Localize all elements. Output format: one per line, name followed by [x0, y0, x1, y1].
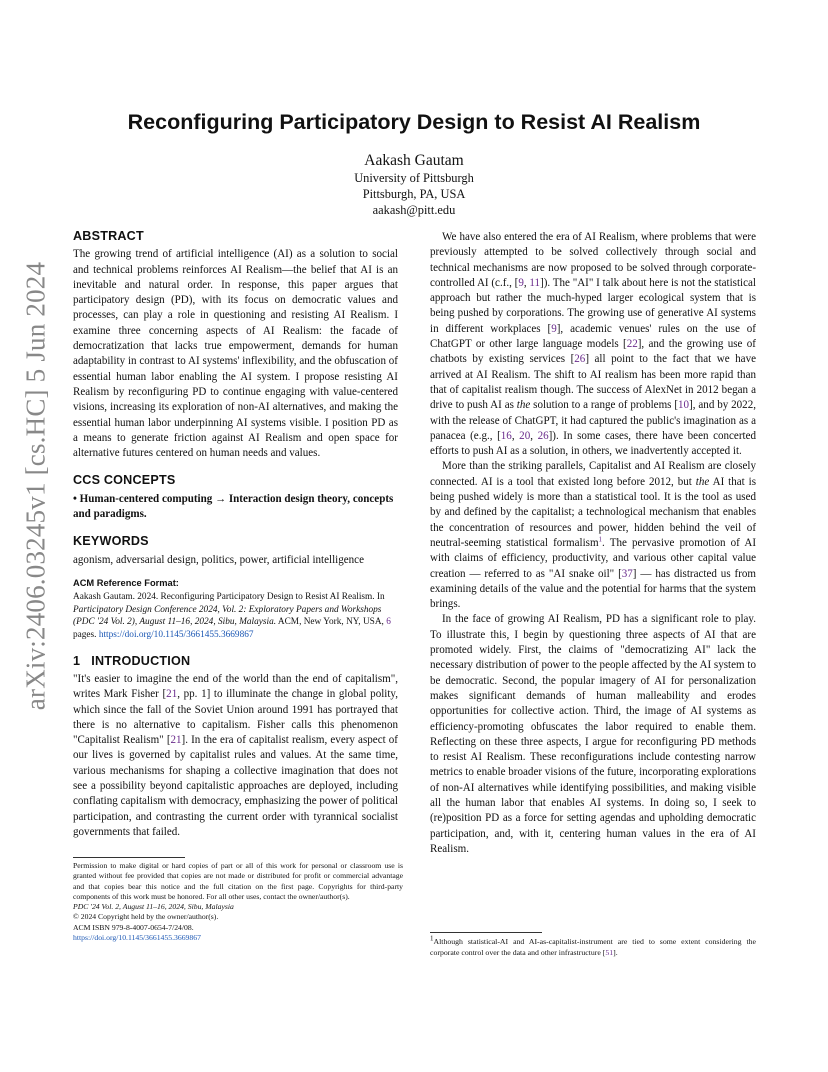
footer-divider — [73, 857, 185, 858]
citation-link[interactable]: 37 — [621, 567, 633, 580]
citation-link[interactable]: 16 — [500, 429, 512, 442]
author-location: Pittsburgh, PA, USA — [362, 187, 466, 201]
citation-link[interactable]: 9 — [518, 276, 524, 289]
citation-link[interactable]: 51 — [605, 947, 614, 957]
citation-link[interactable]: 26 — [574, 353, 586, 366]
introduction-heading: 1 INTRODUCTION — [73, 653, 191, 668]
permission-venue: PDC '24 Vol. 2, August 11–16, 2024, Sibu, Malaysia — [73, 902, 234, 912]
author-block — [60, 170, 768, 218]
author-name: Aakash Gautam — [364, 152, 464, 169]
footnote-divider — [430, 932, 542, 933]
keywords-text: agonism, adversarial design, politics, power, artificial intelligence — [73, 553, 364, 566]
intro-paragraph-4: In the face of growing AI Realism, PD has a significant role to play. To illustrate this, I begin by questioning three aspects of AI that are promoted widely. First, the claims of "democratizing AI" lack the necessary distribution of power to the people affected by the AI system to be democratic. Second, the popular imagery of AI for personalization makes significant demands of human malleability and erodes opportunities for collective action. Third, the image of AI systems as efficiency-promoting obfuscates the labor required to enable them. Reflecting on these three aspects, I argue for reconfiguring PD methods to resist AI Realism. These reconfigurations include contesting narrow metrics to enable broader visions of the future, incorporating explorations of non-AI alternatives while identifying possibilities, and making visible all the human labor that enables AI systems. In doing so, I seek to (re)position PD as a force for setting agendas and upholding democratic participation, and, with it, centering human values in the era of AI Realism. — [430, 613, 756, 855]
permission-copyright: © 2024 Copyright held by the owner/author(s). — [73, 912, 219, 922]
right-column — [430, 230, 756, 857]
footnote-marker[interactable]: 1 — [598, 535, 603, 544]
abstract-heading: ABSTRACT — [73, 229, 144, 243]
paper-title: Reconfiguring Participatory Design to Resist AI Realism — [127, 110, 701, 134]
intro-paragraph-3: More than the striking parallels, Capitalist and AI Realism are closely connected. AI is a tool that existed long before 2012, but the AI that is being pushed widely is more than a statistical tool. It is the tool as used by and defined by the capitalist; a technological mechanism that enables the concentration of resources and power, hidden behind the veil of neutral-seeming statistical formalism$^1$. The pervasive promotion of AI with claims of efficiency, productivity, and various other capital value creation — referred to as "AI snake oil" [37] — has distracted us from examining details of the value and the potential for harms that the system brings. — [430, 460, 757, 611]
citation-link[interactable]: 20 — [519, 429, 531, 442]
citation-link[interactable]: 9 — [551, 322, 557, 335]
arxiv-identifier — [16, 261, 56, 711]
footnote: 1Although statistical-AI and AI-as-capitalist-instrument are tied to some extent considering the corporate control over the data and other infrastructure [51]. — [430, 934, 756, 957]
pages-link[interactable]: 6 — [386, 617, 391, 628]
citation-link[interactable]: 10 — [678, 399, 690, 412]
author-email[interactable]: aakash@pitt.edu — [372, 203, 456, 217]
ccs-heading: CCS CONCEPTS — [73, 473, 176, 488]
citation-link[interactable]: 26 — [537, 429, 549, 442]
permission-block — [73, 861, 403, 943]
footnote-number: 1 — [430, 934, 434, 943]
citation-link[interactable]: 11 — [529, 276, 541, 289]
acm-reference-heading: ACM Reference Format: — [73, 577, 179, 588]
citation-link[interactable]: 21 — [170, 734, 182, 747]
citation-link[interactable]: 22 — [626, 338, 638, 351]
permission-doi-link[interactable]: https://doi.org/10.1145/3661455.3669867 — [73, 933, 201, 943]
permission-isbn: ACM ISBN 979-8-4007-0654-7/24/08. — [73, 922, 194, 932]
ccs-text: • Human-centered computing → Interaction design theory, concepts and paradigms. — [73, 492, 394, 521]
left-column — [73, 229, 398, 840]
acm-reference-text: Aakash Gautam. 2024. Reconfiguring Participatory Design to Resist AI Realism. In Participatory Design Conference 2024, Vol. 2: Exploratory Papers and Workshops (PDC '24 Vol. 2), August 11–16, 2024, Sibu, Malaysia. ACM, New York, NY, USA, 6 pages. https://doi.org/10.1145/3661455.3669867 — [73, 592, 391, 641]
intro-paragraph-1: "It's easier to imagine the end of the world than the end of capitalism", writes Mark Fisher [21, pp. 1] to illuminate the change in global polity, which since the fall of the Soviet Union around 1991 has portrayed that there is no alternative to capitalism. Fisher calls this phenomenon "Capitalist Realism" [21]. In the era of capitalist realism, every aspect of our lives is governed by capitalist rules and values. At the same time, various mechanisms for shaping a collective imagination that does not see a possibility beyond capitalistic approaches are deployed, including conflating capitalism with democracy, emphasizing the power of political participation, and contrasting the current order with tyrannical socialist governments that failed. — [73, 672, 398, 838]
intro-paragraph-2: We have also entered the era of AI Realism, where problems that were previously attempted to be solved collectively through social and technical mechanisms are now proposed to be solved through corporate-controlled AI (c.f., [9, 11]). The "AI" I talk about here is not the statistical approach but rather the much-hyped larger ecological system that is being pushed by corporations. The growing use of generative AI systems in different workplaces [9], academic venues' rules on the use of ChatGPT or other large language models [22], and the growing use of chatbots by existing services [26] all point to the fact that we have arrived at AI Realism. The shift to AI realism has been more rapid than that of capitalist realism though. The success of AlexNet in 2012 began a drive to push AI as the solution to a range of problems [10], and by 2022, with the release of ChatGPT, it had captured the public's imagination as a panacea (e.g., [16, 20, 26]). In some cases, there have been concerted efforts to push AI as a solution, in others, we inadvertently accepted it. — [430, 231, 757, 458]
keywords-heading: KEYWORDS — [73, 534, 149, 549]
arxiv-identifier-text: arXiv:2406.03245v1 [cs.HC] 5 Jun 2024 — [20, 261, 51, 711]
citation-link[interactable]: 21 — [166, 688, 178, 701]
permission-text: Permission to make digital or hard copies of part or all of this work for personal or classroom use is granted without fee provided that copies are not made or distributed for profit or commercial advantage and that copies bear this notice and the full citation on the first page. Copyrights for third-party components of this work must be honored. For all other uses, contact the owner/author(s). — [73, 861, 403, 901]
abstract-text: The growing trend of artificial intelligence (AI) as a solution to social and technical problems reinforces AI Realism—the belief that AI is an inevitable and natural order. In response, this paper argues that participatory design (PD), with its focus on democratic values and processes, can play a role in questioning and resisting AI Realism. I examine three concerning aspects of AI Realism: the facade of democratization that lacks true empowerment, demands for human adaptability in contrast to AI systems' inflexibility, and the obfuscation of essential human labor enabling the AI system. I propose resisting AI Realism by reconfiguring PD to continue engaging with value-centered visions, increasing its exploration of non-AI alternatives, and making the essential human labor underpinning AI systems visible. I position PD as a means to generate friction against AI Realism and open space for alternative futures centered on human needs and values. — [73, 248, 398, 460]
author-affiliation: University of Pittsburgh — [354, 171, 474, 185]
doi-link[interactable]: https://doi.org/10.1145/3661455.3669867 — [98, 630, 254, 641]
